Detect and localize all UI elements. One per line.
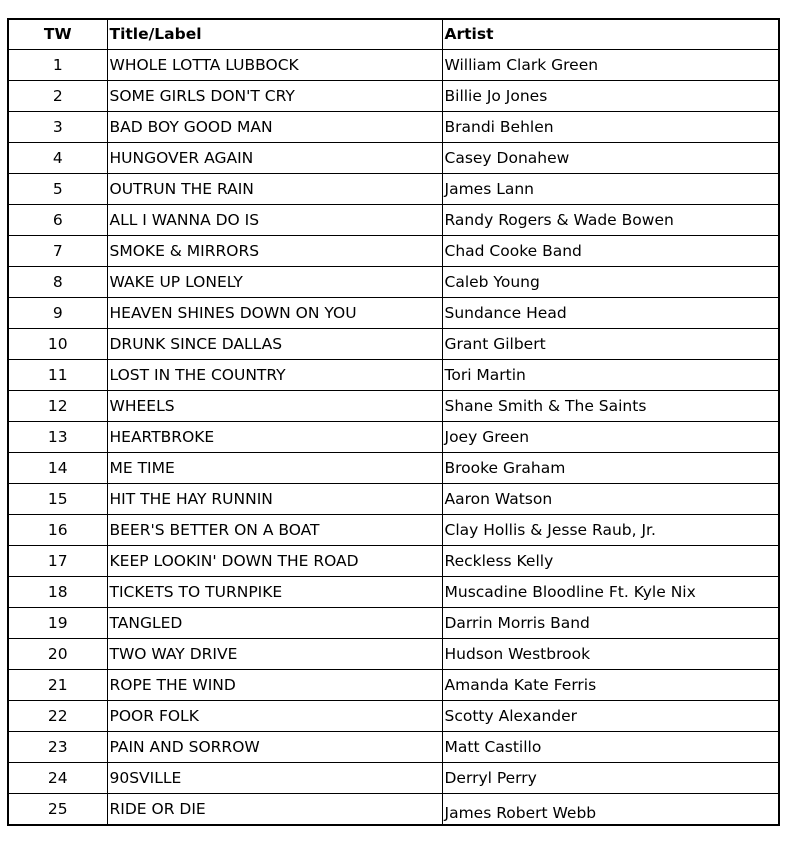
title-cell: SOME GIRLS DON'T CRY	[107, 81, 442, 112]
artist-cell: Derryl Perry	[442, 763, 779, 794]
table-row	[8, 763, 779, 794]
artist-cell: Clay Hollis & Jesse Raub, Jr.	[442, 515, 779, 546]
table-row	[8, 50, 779, 81]
artist-cell: Aaron Watson	[442, 484, 779, 515]
table-row	[8, 732, 779, 763]
table-row	[8, 112, 779, 143]
artist-cell: James Lann	[442, 174, 779, 205]
artist-cell: Sundance Head	[442, 298, 779, 329]
table-row	[8, 391, 779, 422]
rank-cell: 17	[8, 546, 107, 577]
artist-cell: Hudson Westbrook	[442, 639, 779, 670]
rank-cell: 12	[8, 391, 107, 422]
table-row	[8, 670, 779, 701]
rank-cell: 18	[8, 577, 107, 608]
rank-cell: 16	[8, 515, 107, 546]
chart-table	[7, 18, 780, 826]
artist-cell: Joey Green	[442, 422, 779, 453]
artist-cell: Grant Gilbert	[442, 329, 779, 360]
rank-cell: 4	[8, 143, 107, 174]
artist-cell: Billie Jo Jones	[442, 81, 779, 112]
artist-cell: Tori Martin	[442, 360, 779, 391]
title-cell: WHEELS	[107, 391, 442, 422]
rank-cell: 1	[8, 50, 107, 81]
header-tw: TW	[8, 19, 107, 50]
table-row	[8, 577, 779, 608]
artist-cell: Amanda Kate Ferris	[442, 670, 779, 701]
rank-cell: 8	[8, 267, 107, 298]
artist-cell: Shane Smith & The Saints	[442, 391, 779, 422]
artist-cell: Brooke Graham	[442, 453, 779, 484]
rank-cell: 20	[8, 639, 107, 670]
table-row	[8, 639, 779, 670]
header-title: Title/Label	[107, 19, 442, 50]
rank-cell: 7	[8, 236, 107, 267]
rank-cell: 24	[8, 763, 107, 794]
rank-cell: 6	[8, 205, 107, 236]
title-cell: LOST IN THE COUNTRY	[107, 360, 442, 391]
rank-cell: 11	[8, 360, 107, 391]
rank-cell: 19	[8, 608, 107, 639]
table-row	[8, 298, 779, 329]
rank-cell: 14	[8, 453, 107, 484]
title-cell: ROPE THE WIND	[107, 670, 442, 701]
table-row	[8, 422, 779, 453]
title-cell: OUTRUN THE RAIN	[107, 174, 442, 205]
rank-cell: 23	[8, 732, 107, 763]
table-row	[8, 205, 779, 236]
rank-cell: 5	[8, 174, 107, 205]
title-cell: RIDE OR DIE	[107, 794, 442, 826]
title-cell: ME TIME	[107, 453, 442, 484]
rank-cell: 10	[8, 329, 107, 360]
title-cell: HEARTBROKE	[107, 422, 442, 453]
title-cell: BAD BOY GOOD MAN	[107, 112, 442, 143]
title-cell: PAIN AND SORROW	[107, 732, 442, 763]
rank-cell: 2	[8, 81, 107, 112]
artist-cell: Reckless Kelly	[442, 546, 779, 577]
title-cell: 90SVILLE	[107, 763, 442, 794]
title-cell: HEAVEN SHINES DOWN ON YOU	[107, 298, 442, 329]
table-row	[8, 453, 779, 484]
artist-cell: Randy Rogers & Wade Bowen	[442, 205, 779, 236]
rank-cell: 9	[8, 298, 107, 329]
title-cell: WAKE UP LONELY	[107, 267, 442, 298]
table-row	[8, 701, 779, 732]
table-row	[8, 794, 779, 826]
artist-cell: James Robert Webb	[442, 794, 779, 826]
artist-cell: Muscadine Bloodline Ft. Kyle Nix	[442, 577, 779, 608]
title-cell: KEEP LOOKIN' DOWN THE ROAD	[107, 546, 442, 577]
table-row	[8, 360, 779, 391]
rank-cell: 25	[8, 794, 107, 826]
rank-cell: 3	[8, 112, 107, 143]
title-cell: TWO WAY DRIVE	[107, 639, 442, 670]
rank-cell: 15	[8, 484, 107, 515]
artist-cell: Darrin Morris Band	[442, 608, 779, 639]
table-row	[8, 484, 779, 515]
title-cell: BEER'S BETTER ON A BOAT	[107, 515, 442, 546]
title-cell: TICKETS TO TURNPIKE	[107, 577, 442, 608]
table-row	[8, 329, 779, 360]
artist-cell: Caleb Young	[442, 267, 779, 298]
rank-cell: 21	[8, 670, 107, 701]
artist-cell: Casey Donahew	[442, 143, 779, 174]
title-cell: HIT THE HAY RUNNIN	[107, 484, 442, 515]
title-cell: POOR FOLK	[107, 701, 442, 732]
artist-cell: Chad Cooke Band	[442, 236, 779, 267]
table-row	[8, 546, 779, 577]
artist-cell: Matt Castillo	[442, 732, 779, 763]
table-row	[8, 608, 779, 639]
rank-cell: 13	[8, 422, 107, 453]
artist-cell: Brandi Behlen	[442, 112, 779, 143]
artist-cell: William Clark Green	[442, 50, 779, 81]
title-cell: HUNGOVER AGAIN	[107, 143, 442, 174]
chart-body	[8, 50, 779, 826]
table-row	[8, 174, 779, 205]
table-row	[8, 143, 779, 174]
title-cell: ALL I WANNA DO IS	[107, 205, 442, 236]
table-row	[8, 267, 779, 298]
header-artist: Artist	[442, 19, 779, 50]
table-row	[8, 515, 779, 546]
table-row	[8, 236, 779, 267]
title-cell: TANGLED	[107, 608, 442, 639]
title-cell: DRUNK SINCE DALLAS	[107, 329, 442, 360]
artist-cell: Scotty Alexander	[442, 701, 779, 732]
table-row	[8, 81, 779, 112]
header-row	[8, 19, 779, 50]
title-cell: WHOLE LOTTA LUBBOCK	[107, 50, 442, 81]
rank-cell: 22	[8, 701, 107, 732]
title-cell: SMOKE & MIRRORS	[107, 236, 442, 267]
